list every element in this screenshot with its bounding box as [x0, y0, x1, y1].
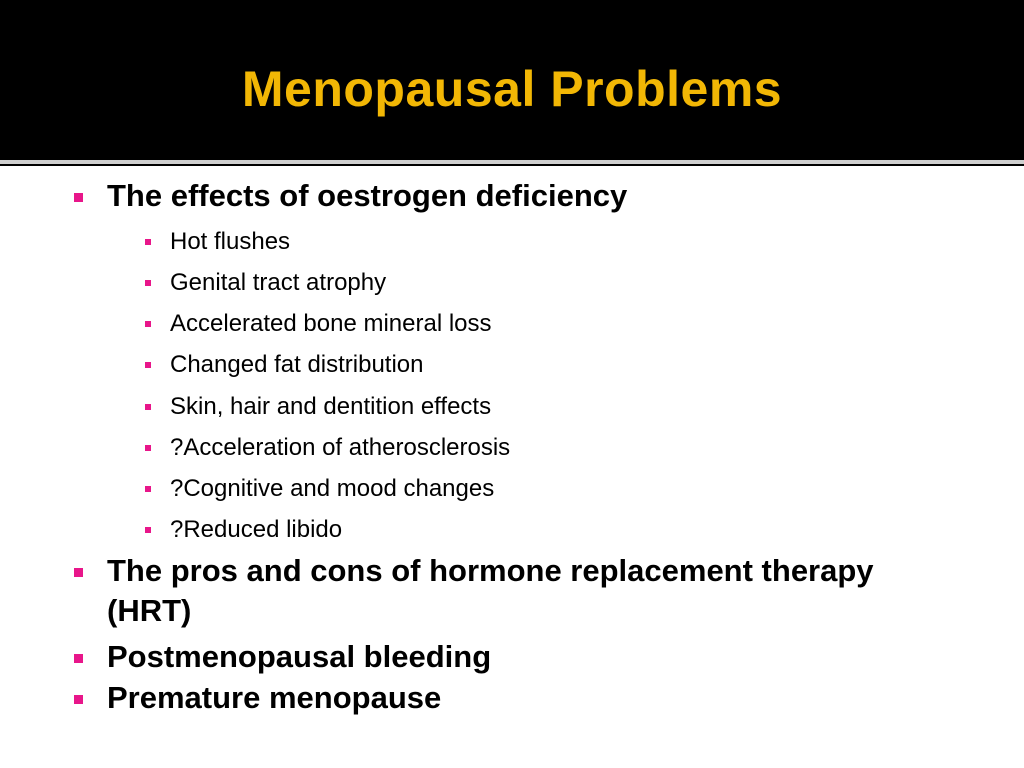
sub-bullet-square-icon [145, 445, 151, 451]
sub-bullet-item: Changed fat distribution [170, 351, 424, 378]
slide-content [0, 166, 1024, 768]
bullet-item: The pros and cons of hormone replacement therapy (HRT) [107, 553, 874, 628]
sub-bullet-item: Accelerated bone mineral loss [170, 310, 492, 337]
bullet-item: The effects of oestrogen deficiency [107, 178, 628, 213]
sub-bullet-square-icon [145, 362, 151, 368]
sub-bullet-item: ?Reduced libido [170, 516, 343, 543]
bullet-square-icon [74, 654, 83, 663]
bullet-square-icon [74, 695, 83, 704]
bullet-item: Premature menopause [107, 680, 442, 715]
sub-bullet-item: ?Cognitive and mood changes [170, 475, 495, 502]
sub-bullet-square-icon [145, 321, 151, 327]
slide-title: Menopausal Problems [241, 61, 783, 117]
sub-bullet-square-icon [145, 239, 151, 245]
sub-bullet-square-icon [145, 527, 151, 533]
sub-bullet-square-icon [145, 280, 151, 286]
title-bar [0, 0, 1024, 158]
sub-bullet-square-icon [145, 486, 151, 492]
sub-bullet-item: Hot flushes [170, 228, 291, 255]
bullet-item: Postmenopausal bleeding [107, 639, 492, 674]
sub-bullet-item: Genital tract atrophy [170, 269, 387, 296]
title-divider [0, 160, 1024, 164]
sub-bullet-item: Skin, hair and dentition effects [170, 393, 492, 420]
bullet-square-icon [74, 568, 83, 577]
sub-bullet-item: ?Acceleration of atherosclerosis [170, 434, 511, 461]
sub-bullet-square-icon [145, 404, 151, 410]
bullet-square-icon [74, 193, 83, 202]
